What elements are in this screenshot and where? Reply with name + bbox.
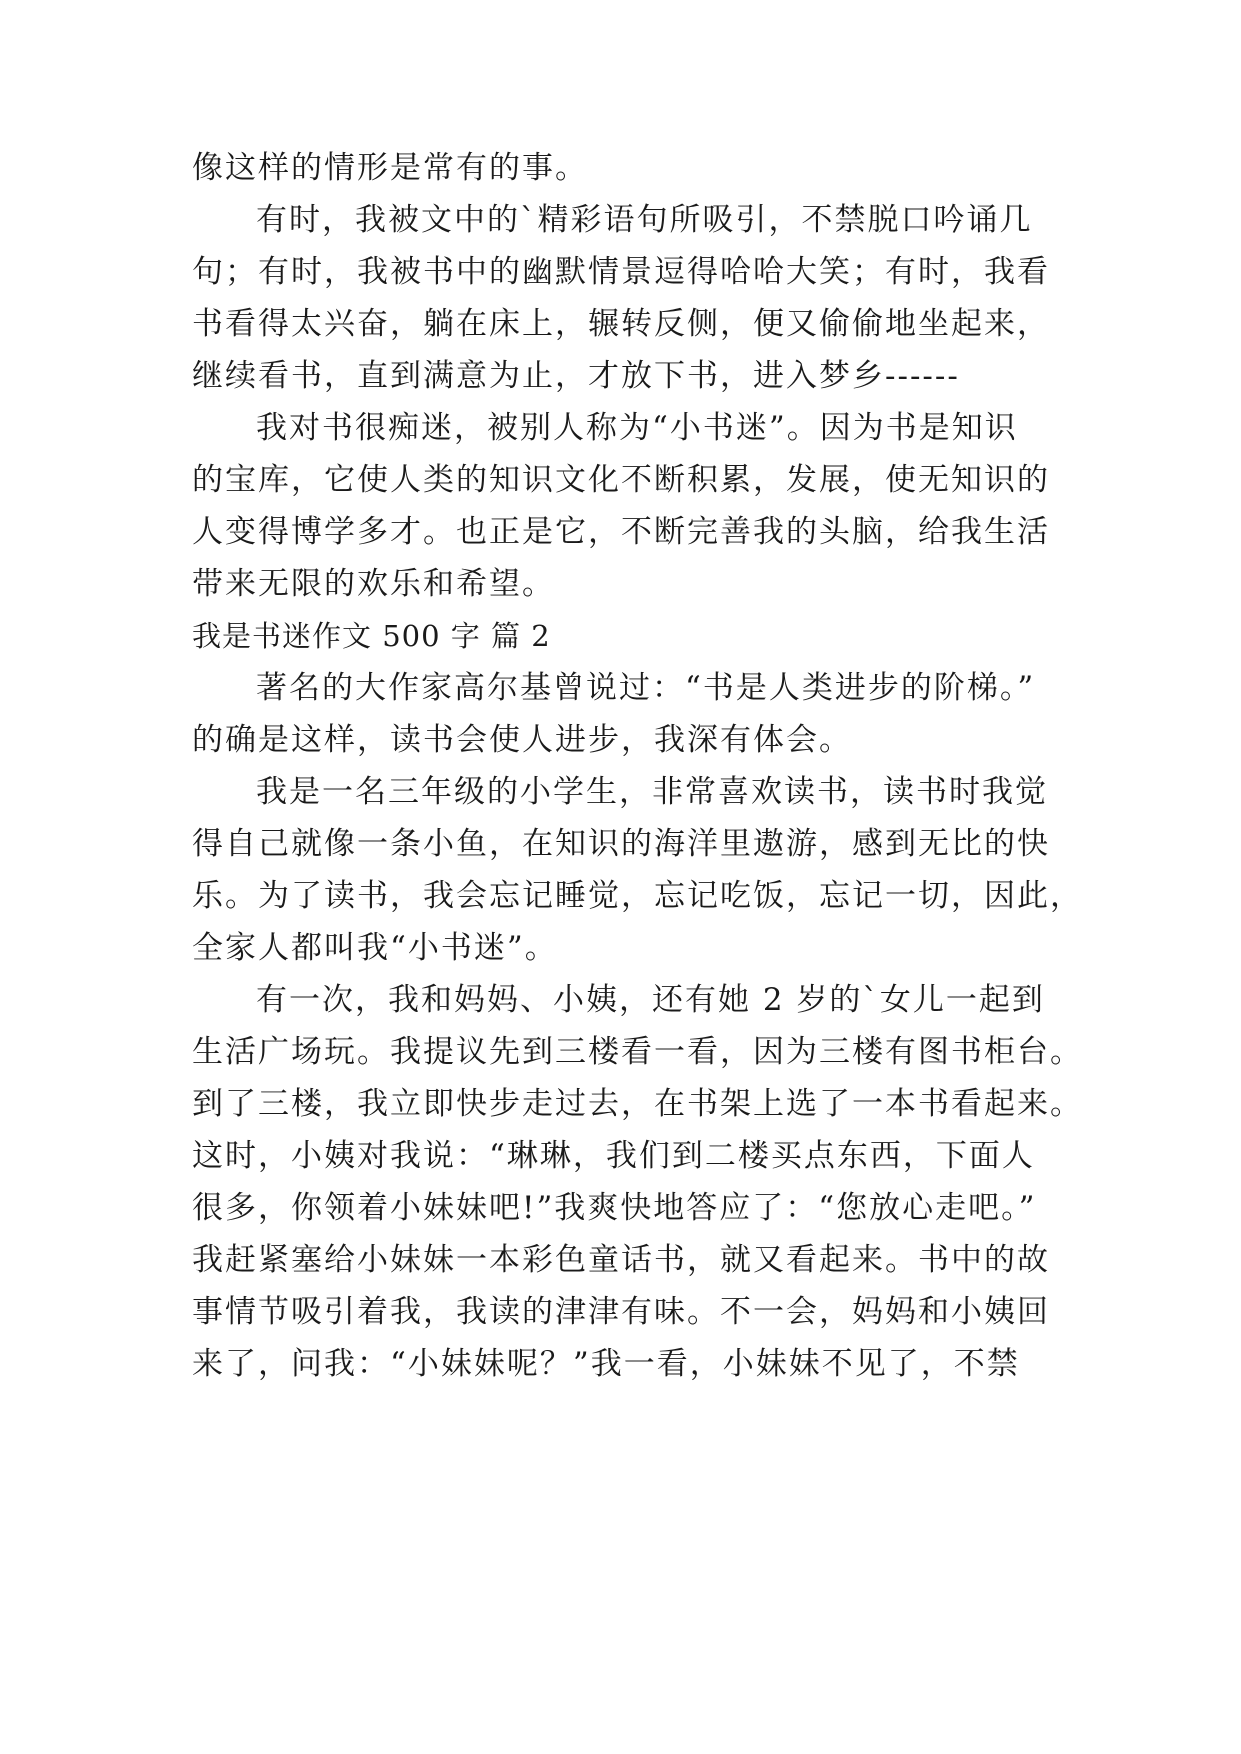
paragraph-first-line: 著名的大作家高尔基曾说过：“书是人类进步的阶梯。” [256, 670, 1036, 706]
text-line: 生活广场玩。我提议先到三楼看一看，因为三楼有图书柜台。 [192, 1034, 1083, 1070]
paragraph-first-line: 有时，我被文中的`精彩语句所吸引，不禁脱口吟诵几 [256, 202, 1033, 238]
text-line: 带来无限的欢乐和希望。 [192, 566, 555, 602]
text-line: 人变得博学多才。也正是它，不断完善我的头脑，给我生活 [192, 514, 1050, 550]
text-line: 像这样的情形是常有的事。 [192, 150, 588, 186]
text-line: 到了三楼，我立即快步走过去，在书架上选了一本书看起来。 [192, 1086, 1083, 1122]
text-line: 句；有时，我被书中的幽默情景逗得哈哈大笑；有时，我看 [192, 254, 1050, 290]
text-line: 事情节吸引着我，我读的津津有味。不一会，妈妈和小姨回 [192, 1294, 1050, 1330]
text-line: 很多，你领着小妹妹吧!”我爽快地答应了：“您放心走吧。” [192, 1190, 1037, 1226]
text-line: 继续看书，直到满意为止，才放下书，进入梦乡------ [192, 358, 960, 394]
text-line: 的宝库，它使人类的知识文化不断积累，发展，使无知识的 [192, 462, 1050, 498]
text-line: 我赶紧塞给小妹妹一本彩色童话书，就又看起来。书中的故 [192, 1242, 1050, 1278]
text-line: 的确是这样，读书会使人进步，我深有体会。 [192, 722, 852, 758]
text-line: 得自己就像一条小鱼，在知识的海洋里遨游，感到无比的快 [192, 826, 1050, 862]
paragraph-first-line: 我对书很痴迷，被别人称为“小书迷”。因为书是知识 [256, 410, 1018, 446]
text-line: 乐。为了读书，我会忘记睡觉，忘记吃饭，忘记一切，因此， [192, 878, 1083, 914]
text-line: 全家人都叫我“小书迷”。 [192, 930, 558, 966]
paragraph-first-line: 有一次，我和妈妈、小姨，还有她 2 岁的`女儿一起到 [256, 982, 1045, 1018]
section-heading: 我是书迷作文 500 字 篇 2 [192, 619, 551, 653]
paragraph-first-line: 我是一名三年级的小学生，非常喜欢读书，读书时我觉 [256, 774, 1048, 810]
text-line: 来了，问我：“小妹妹呢？”我一看，小妹妹不见了，不禁 [192, 1346, 1020, 1382]
text-line: 这时，小姨对我说：“琳琳，我们到二楼买点东西，下面人 [192, 1138, 1035, 1174]
text-line: 书看得太兴奋，躺在床上，辗转反侧，便又偷偷地坐起来， [192, 306, 1050, 342]
